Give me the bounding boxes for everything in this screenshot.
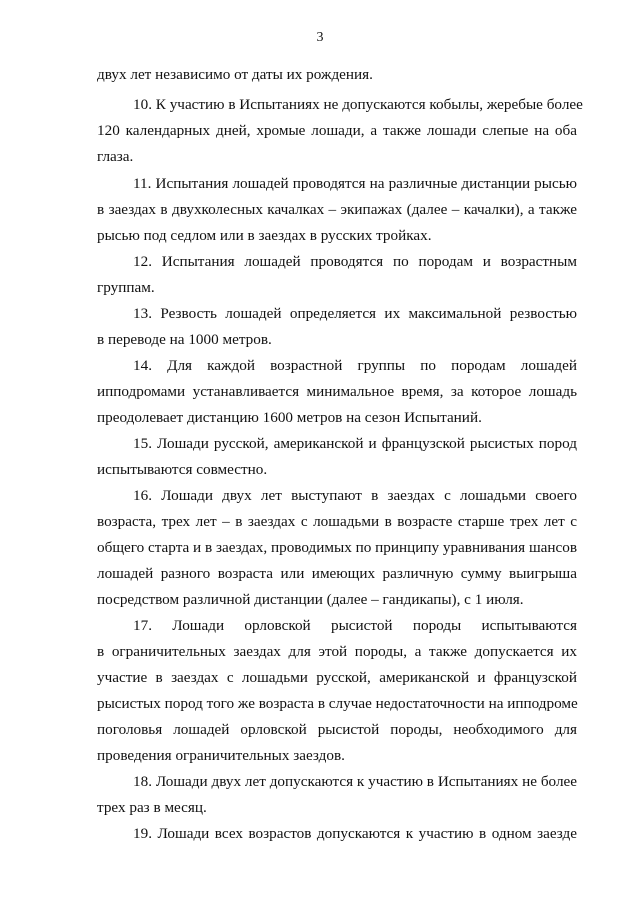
text-line: лошадей разного возраста или имеющих различную сумму выигрыша xyxy=(97,565,577,582)
text-line: глаза. xyxy=(97,148,134,165)
text-line: 14. Для каждой возрастной группы по породам лошадей xyxy=(133,357,577,374)
text-line: поголовья лошадей орловской рысистой породы, необходимого для xyxy=(97,721,577,738)
text-line: в заездах в двухколесных качалках – экипажах (далее – качалки), а также xyxy=(97,201,577,218)
text-line: трех раз в месяц. xyxy=(97,799,207,816)
text-line: 10. К участию в Испытаниях не допускаются кобылы, жеребые более xyxy=(133,96,583,113)
text-line: 18. Лошади двух лет допускаются к участию в Испытаниях не более xyxy=(133,773,577,790)
text-line: 15. Лошади русской, американской и французской рысистых пород xyxy=(133,435,577,452)
text-line: участие в заездах с лошадьми русской, американской и французской xyxy=(97,669,577,686)
text-line: в ограничительных заездах для этой породы, а также допускается их xyxy=(97,643,577,660)
text-line: 11. Испытания лошадей проводятся на различные дистанции рысью xyxy=(133,175,577,192)
text-line: 17. Лошади орловской рысистой породы испытываются xyxy=(133,617,577,634)
text-line: испытываются совместно. xyxy=(97,461,268,478)
text-line: двух лет независимо от даты их рождения. xyxy=(97,66,373,83)
text-line: 16. Лошади двух лет выступают в заездах с лошадьми своего xyxy=(133,487,577,504)
text-line: ипподромами устанавливается минимальное время, за которое лошадь xyxy=(97,383,577,400)
text-line: 120 календарных дней, хромые лошади, а также лошади слепые на оба xyxy=(97,122,577,139)
text-line: посредством различной дистанции (далее – гандикапы), с 1 июля. xyxy=(97,591,524,608)
text-line: возраста, трех лет – в заездах с лошадьми в возрасте старше трех лет с xyxy=(97,513,577,530)
text-line: преодолевает дистанцию 1600 метров на сезон Испытаний. xyxy=(97,409,482,426)
text-line: рысью под седлом или в заездах в русских тройках. xyxy=(97,227,432,244)
text-line: общего старта и в заездах, проводимых по принципу уравнивания шансов xyxy=(97,539,578,556)
text-line: 19. Лошади всех возрастов допускаются к участию в одном заезде xyxy=(133,825,577,842)
text-line: группам. xyxy=(97,279,155,296)
page-number: 3 xyxy=(316,30,324,45)
text-line: рысистых пород того же возраста в случае недостаточности на ипподроме xyxy=(97,695,578,712)
text-line: в переводе на 1000 метров. xyxy=(97,331,272,348)
text-line: проведения ограничительных заездов. xyxy=(97,747,345,764)
text-line: 12. Испытания лошадей проводятся по породам и возрастным xyxy=(133,253,577,270)
text-line: 13. Резвость лошадей определяется их максимальной резвостью xyxy=(133,305,577,322)
